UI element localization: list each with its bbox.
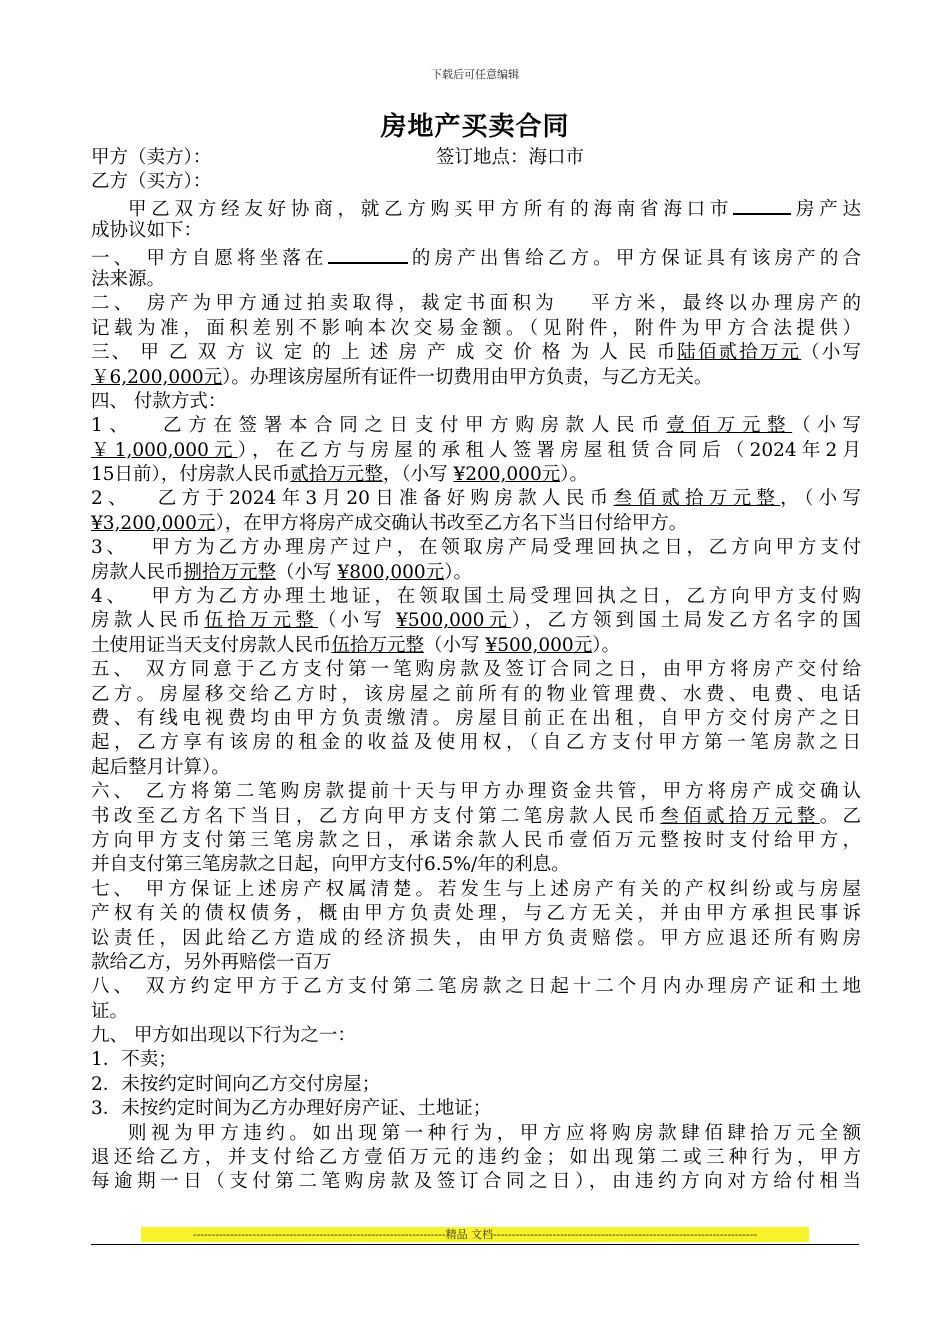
clause-3-line-2: ￥6,200,000元）。办理该房屋所有证件一切费用由甲方负责，与乙方无关。 — [91, 366, 713, 388]
breach-line-3: 每逾期一日（支付第二笔购房款及签订合同之日），由违约方向对方给付相当 — [91, 1171, 861, 1193]
clause-2-line-1: 二、 房产为甲方通过拍卖取得，裁定书面积为 平方米，最终以办理房产的 — [91, 293, 861, 315]
clause-1-line-1: 一、 甲方自愿将坐落在 的房产出售给乙方。甲方保证具有该房产的合 — [91, 244, 861, 268]
party-b-label: 乙方（买方）： — [91, 171, 212, 193]
clause-5-line-2: 乙方。房屋移交给乙方时，该房屋之前所有的物业管理费、水费、电费、电话 — [91, 683, 861, 705]
clause-8-line-2: 证。 — [91, 1000, 129, 1022]
clause-6-line-2: 书改至乙方名下当日，乙方向甲方支付第二笔房款人民币叁佰贰拾万元整。乙 — [91, 805, 861, 827]
payment-2-line-1: 2、 乙方于2024年3月20日准备好购房款人民币叁佰贰拾万元整，（小写 — [91, 488, 861, 510]
clause-7-line-2: 产权有关的债权债务，概由甲方负责处理，与乙方无关，并由甲方承担民事诉 — [91, 903, 861, 925]
footer-divider — [91, 1244, 859, 1245]
clause-9-heading: 九、 甲方如出现以下行为之一： — [91, 1025, 356, 1047]
footer-watermark: --------------------------------------------------------------------精品 文档----------------------------------------------------------------------- — [141, 1227, 809, 1242]
party-line — [91, 146, 861, 170]
intro-line-2: 成协议如下： — [91, 220, 203, 242]
sign-place: 签订地点：海口市 — [436, 147, 585, 168]
clause-5-line-5: 起后整月计算）。 — [91, 756, 230, 778]
party-a-label: 甲方（卖方）： — [91, 147, 212, 168]
payment-3-line-2: 房款人民币捌拾万元整（小写 ¥800,000元）。 — [91, 561, 472, 583]
breach-line-2: 退还给乙方，并支付给乙方壹佰万元的违约金；如出现第二或三种行为，甲方 — [91, 1147, 861, 1169]
blank-field — [733, 195, 791, 215]
clause-7-line-1: 七、 甲方保证上述房产权属清楚。若发生与上述房产有关的产权纠纷或与房屋 — [91, 878, 861, 900]
payment-4-line-1: 4、 甲方为乙方办理土地证，在领取国土局受理回执之日，乙方向甲方支付购 — [91, 586, 861, 608]
clause-7-line-3: 讼责任，因此给乙方造成的经济损失，由甲方负责赔偿。甲方应退还所有购房 — [91, 927, 861, 949]
clause-2-line-2: 记载为准，面积差别不影响本次交易金额。（见附件，附件为甲方合法提供） — [91, 317, 861, 339]
clause-5-line-4: 起，乙方享有该房的租金的收益及使用权，（自乙方支付甲方第一笔房款之日 — [91, 732, 861, 754]
page-title: 房地产买卖合同 — [380, 112, 570, 142]
clause-9-item-1: 1．不卖； — [91, 1049, 177, 1071]
intro-line-1: 甲乙双方经友好协商，就乙方购买甲方所有的海南省海口市 房产达 — [91, 195, 861, 219]
payment-4-line-3: 土使用证当天支付房款人民币伍拾万元整（小写 ¥500,000元）。 — [91, 634, 620, 656]
clause-9-item-3: 3．未按约定时间为乙方办理好房产证、土地证； — [91, 1098, 492, 1120]
payment-1-line-2: ￥1,000,000元），在乙方与房屋的承租人签署房屋租赁合同后（2024年2月 — [91, 439, 861, 461]
clause-8-line-1: 八、 双方约定甲方于乙方支付第二笔房款之日起十二个月内办理房产证和土地 — [91, 976, 861, 998]
payment-1-line-3: 15日前），付房款人民币贰拾万元整，（小写 ¥200,000元）。 — [91, 464, 588, 486]
clause-6-line-4: 并自支付第三笔房款之日起，向甲方支付6.5%/年的利息。 — [91, 854, 570, 876]
clause-3-line-1: 三、 甲 乙 双 方 议 定 的 上 述 房 产 成 交 价 格 为 人 民 币陆佰贰拾万元（小写 — [91, 342, 861, 364]
payment-2-line-2: ¥3,200,000元），在甲方将房产成交确认书改至乙方名下当日付给甲方。 — [91, 512, 688, 534]
clause-7-line-4: 款给乙方，另外再赔偿一百万 — [91, 951, 332, 973]
contract-body — [91, 146, 861, 1195]
clause-5-line-1: 五、 双方同意于乙方支付第一笔购房款及签订合同之日，由甲方将房产交付给 — [91, 659, 861, 681]
payment-1-line-1: 1、 乙方在签署本合同之日支付甲方购房款人民币壹佰万元整（小写 — [91, 415, 861, 437]
clause-5-line-3: 费、有线电视费均由甲方负责缴清。房屋目前正在出租，自甲方交付房产之日 — [91, 707, 861, 729]
payment-3-line-1: 3、 甲方为乙方办理房产过户，在领取房产局受理回执之日，乙方向甲方支付 — [91, 537, 861, 559]
clause-1-line-2: 法来源。 — [91, 268, 166, 290]
clause-4-heading: 四、 付款方式： — [91, 390, 227, 412]
clause-6-line-1: 六、 乙方将第二笔购房款提前十天与甲方办理资金共管，甲方将房产成交确认 — [91, 781, 861, 803]
header-note: 下载后可任意编辑 — [431, 68, 519, 81]
breach-line-1: 则视为甲方违约。如出现第一种行为，甲方应将购房款肆佰肆拾万元全额 — [128, 1122, 861, 1144]
payment-4-line-2: 房款人民币伍拾万元整（小写 ¥500,000元），乙方领到国土局发乙方名字的国 — [91, 610, 861, 632]
clause-6-line-3: 方向甲方支付第三笔房款之日，承诺余款人民币壹佰万元整按时支付给甲方， — [91, 829, 861, 851]
blank-field — [328, 244, 408, 264]
clause-9-item-2: 2．未按约定时间向乙方交付房屋； — [91, 1073, 381, 1095]
